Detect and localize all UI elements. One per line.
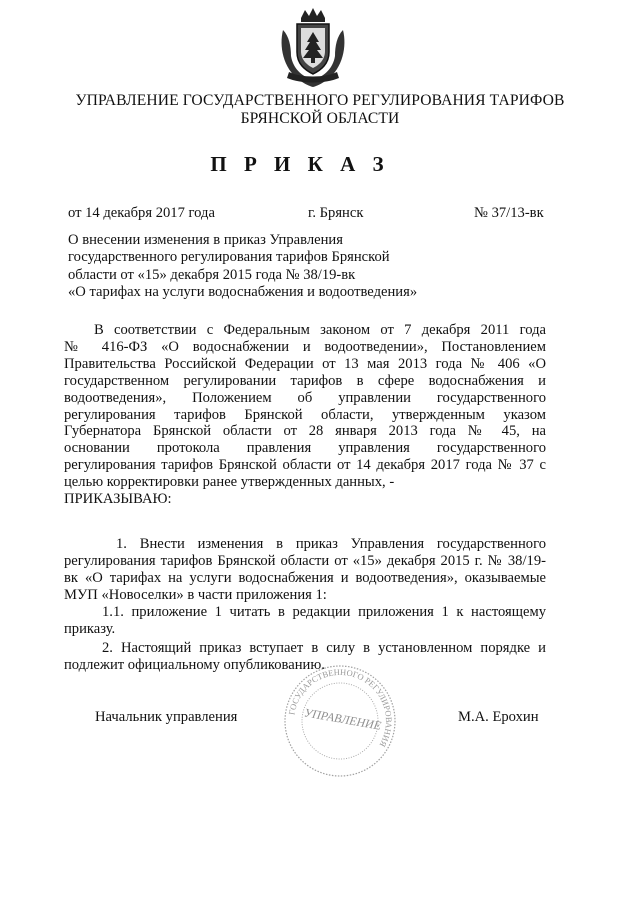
preamble-line: Правительства Российской Федерации от 13 мая 2013 года № 406 «О [64,355,546,372]
preamble-paragraph [64,322,546,508]
preamble-line: № 416-ФЗ «О водоснабжении и водоотведении», Постановлением [64,338,546,355]
stamp-ring-text: ГОСУДАРСТВЕННОГО РЕГУЛИРОВАНИЯ [286,666,395,749]
organization-name-line1: УПРАВЛЕНИЕ ГОСУДАРСТВЕННОГО РЕГУЛИРОВАНИЯ ТАРИФОВ [75,92,565,109]
signatory-position: Начальник управления [95,709,238,725]
order-city: г. Брянск [308,205,364,221]
official-stamp [282,663,398,779]
order-item-1 [64,536,546,604]
preamble-line: основании протокола правления управления государственного [64,440,546,457]
svg-text:ГОСУДАРСТВЕННОГО РЕГУЛИРОВАНИЯ [286,667,394,749]
coat-of-arms-icon [277,6,349,88]
organization-name-line2: БРЯНСКОЙ ОБЛАСТИ [240,110,400,127]
order-subject [68,232,488,302]
item-line: регулирования тарифов Брянской области от «15» декабря 2015 г. № 38/19- [64,552,546,569]
item-line: МУП «Новоселки» в части приложения 1: [64,586,327,603]
stamp-center-text: УПРАВЛЕНИЕ [303,705,383,733]
item-line: приказу. [64,620,116,637]
item-line: 1. Внести изменения в приказ Управления государственного [116,536,546,552]
item-line: 1.1. приложение 1 читать в редакции приложения 1 к настоящему [102,604,546,620]
order-number: № 37/13-вк [474,205,544,221]
subject-line: государственного регулирования тарифов Брянской [68,249,390,266]
preamble-line: водоотведения», Положением об управлении государственного [64,389,546,406]
document-title: П Р И К А З [210,152,390,176]
preamble-line: В соответствии с Федеральным законом от 7 декабря 2011 года [94,322,546,338]
subject-line: области от «15» декабря 2015 года № 38/19-вк [68,266,356,283]
organization-name [0,92,640,128]
preamble-line: регулирования тарифов Брянской области от 14 декабря 2017 года № 37 с [64,457,546,474]
item-line: подлежит официальному опубликованию. [64,656,325,673]
item-line: 2. Настоящий приказ вступает в силу в установленном порядке и [102,640,546,656]
preamble-line: государственном регулировании тарифов в сфере водоснабжения и [64,372,546,389]
subject-line: О внесении изменения в приказ Управления [68,232,343,248]
item-line: вк «О тарифах на услуги водоснабжения и водоотведения», оказываемые [64,569,546,586]
preamble-line: целью корректировки ранее утвержденных данных, - [64,474,395,491]
signatory-name: М.А. Ерохин [458,709,539,725]
order-word: ПРИКАЗЫВАЮ: [64,491,172,508]
subject-line: «О тарифах на услуги водоснабжения и водоотведения» [68,284,418,301]
order-item-1-1 [64,604,546,638]
preamble-line: регулирования тарифов Брянской области, утвержденным указом [64,406,546,423]
order-date: от 14 декабря 2017 года [68,205,215,221]
preamble-line: Губернатора Брянской области от 28 января 2013 года № 45, на [64,423,546,440]
